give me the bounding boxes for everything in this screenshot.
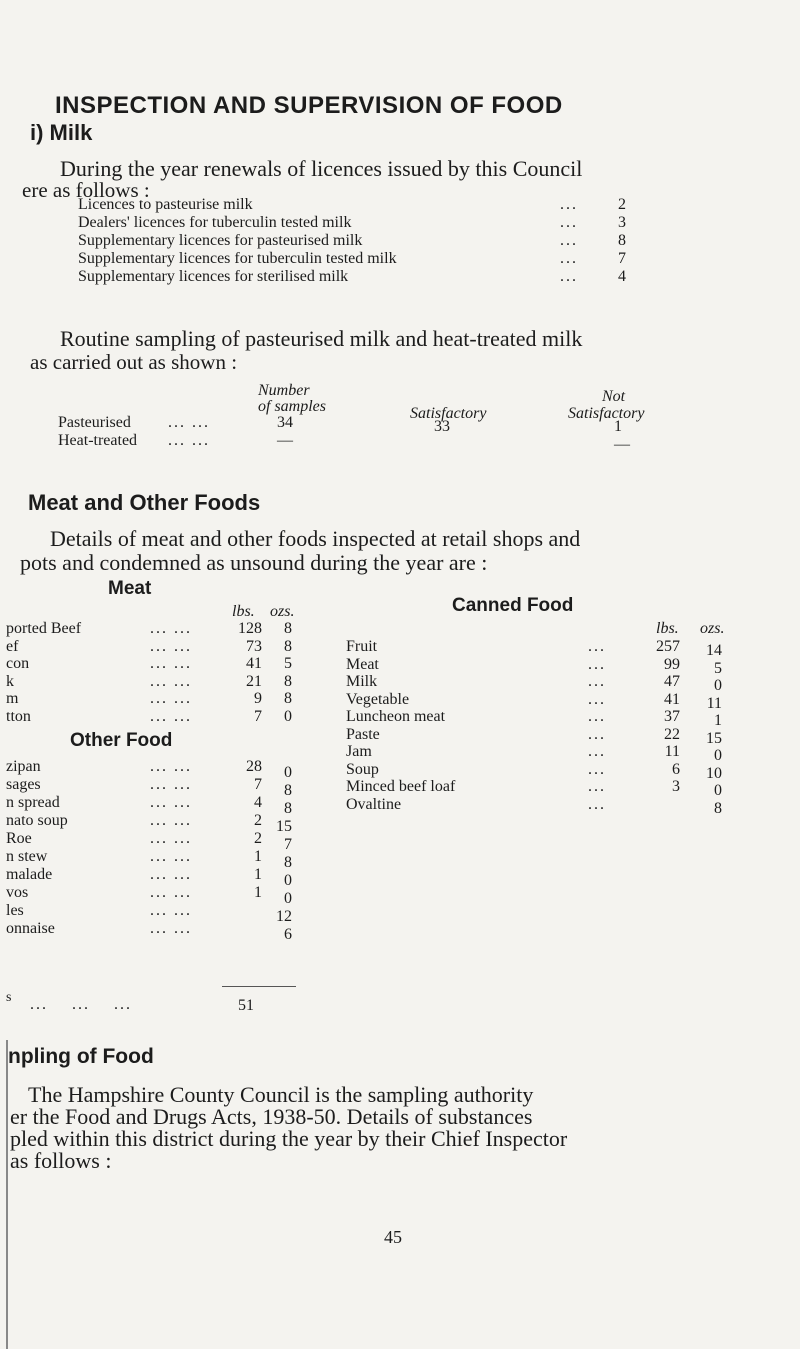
canned-food-lbs: 22 xyxy=(664,725,680,743)
meat-row-lbs: 41 xyxy=(246,655,262,672)
licence-dots: ... xyxy=(560,232,578,249)
other-food-label: vos xyxy=(6,884,29,901)
canned-food-ozs: 0 xyxy=(714,677,722,694)
other-food-lbs: 7 xyxy=(254,776,262,793)
canned-food-ozs: 14 xyxy=(706,642,722,659)
other-food-ozs: 6 xyxy=(284,926,292,943)
meat-row-ozs: 8 xyxy=(284,620,292,637)
other-food-dots: ... ... xyxy=(150,920,192,937)
licence-count: 8 xyxy=(618,232,626,249)
canned-food-dots: ... xyxy=(588,725,606,743)
other-food-ozs: 0 xyxy=(284,872,292,889)
canned-food-ozs: 0 xyxy=(714,782,722,799)
meat-row-ozs: 8 xyxy=(284,690,292,707)
sampling-line2: er the Food and Drugs Acts, 1938-50. Details of substances xyxy=(10,1104,533,1129)
meat-row-label: con xyxy=(6,655,30,672)
total-rule xyxy=(222,986,296,987)
licence-label: Supplementary licences for pasteurised milk xyxy=(78,232,363,249)
meat-row-dots: ... ... xyxy=(150,672,192,690)
licence-label: Supplementary licences for sterilised milk xyxy=(78,268,349,285)
canned-food-dots: ... xyxy=(588,708,606,725)
meat-row-label: ef xyxy=(6,637,19,655)
canned-food-label: Fruit xyxy=(346,638,378,655)
licence-dots: ... xyxy=(560,268,578,285)
licence-count: 2 xyxy=(618,196,626,213)
licence-dots: ... xyxy=(560,214,578,231)
canned-food-ozs: 8 xyxy=(714,799,722,817)
other-food-dots: ... ... xyxy=(150,812,192,829)
licence-label: Licences to pasteurise milk xyxy=(78,196,253,213)
canned-food-ozs: 15 xyxy=(706,729,722,747)
other-food-label: les xyxy=(6,902,24,919)
other-food-lbs: 4 xyxy=(254,794,262,811)
other-total-dots: ... ... ... xyxy=(30,996,132,1013)
col-header-not-satisfactory: Satisfactory xyxy=(568,405,645,422)
canned-food-label: Soup xyxy=(346,760,379,778)
canned-food-lbs: 11 xyxy=(664,743,680,760)
other-food-subheading: Other Food xyxy=(70,730,173,751)
canned-food-ozs: 11 xyxy=(706,694,722,712)
other-food-dots: ... ... xyxy=(150,884,192,901)
canned-lbs-unit: lbs. xyxy=(656,620,679,637)
other-food-label: nato soup xyxy=(6,812,68,829)
other-food-label: malade xyxy=(6,866,53,883)
meat-row-dots: ... ... xyxy=(150,690,192,707)
canned-food-lbs: 41 xyxy=(664,690,680,708)
licence-label: Supplementary licences for tuberculin tested milk xyxy=(78,250,397,267)
other-food-dots: ... ... xyxy=(150,830,192,847)
meat-intro-line2: pots and condemned as unsound during the year are : xyxy=(20,550,488,575)
canned-food-dots: ... xyxy=(588,743,606,760)
milk-intro-line1: During the year renewals of licences issued by this Council xyxy=(60,156,583,181)
sampling-heading: npling of Food xyxy=(8,1045,154,1068)
canned-food-dots: ... xyxy=(588,760,606,778)
other-food-dots: ... ... xyxy=(150,776,192,793)
canned-ozs-unit: ozs. xyxy=(700,620,725,637)
col-header-satisfactory: Satisfactory xyxy=(410,405,487,422)
canned-food-dots: ... xyxy=(588,795,606,813)
canned-food-ozs: 0 xyxy=(714,747,722,764)
canned-food-ozs: 1 xyxy=(714,712,722,729)
licence-count: 3 xyxy=(618,214,626,231)
other-food-dots: ... ... xyxy=(150,794,192,811)
meat-row-lbs: 73 xyxy=(246,637,262,655)
canned-food-label: Vegetable xyxy=(346,690,410,708)
page-number: 45 xyxy=(384,1227,402,1247)
canned-food-label: Paste xyxy=(346,725,380,743)
canned-food-lbs: 47 xyxy=(664,673,680,690)
canned-food-dots: ... xyxy=(588,778,606,795)
meat-row-label: k xyxy=(6,672,14,690)
milk-row-number: — xyxy=(277,432,293,449)
licence-dots: ... xyxy=(560,250,578,267)
canned-food-label: Minced beef loaf xyxy=(346,778,456,795)
canned-food-label: Milk xyxy=(346,673,378,690)
canned-food-lbs: 257 xyxy=(656,638,680,655)
milk-row-not: 1 xyxy=(614,418,622,435)
canned-food-label: Ovaltine xyxy=(346,795,402,813)
meat-row-label: tton xyxy=(6,707,31,725)
licence-dots: ... xyxy=(560,196,578,213)
other-food-ozs: 8 xyxy=(284,800,292,817)
other-food-lbs: 1 xyxy=(254,884,262,901)
col-header-number: Number xyxy=(258,382,310,399)
meat-row-ozs: 5 xyxy=(284,655,292,672)
meat-lbs-unit: lbs. xyxy=(232,603,255,620)
other-food-ozs: 12 xyxy=(276,908,292,925)
other-food-label: n stew xyxy=(6,848,48,865)
other-food-dots: ... ... xyxy=(150,848,192,865)
milk-row-number: 34 xyxy=(277,414,293,431)
other-food-dots: ... ... xyxy=(150,866,192,883)
canned-food-lbs: 6 xyxy=(672,760,680,778)
col-header-not: Not xyxy=(602,388,626,405)
meat-row-ozs: 8 xyxy=(284,637,292,655)
meat-row-lbs: 9 xyxy=(254,690,262,707)
meat-row-lbs: 128 xyxy=(238,620,262,637)
milk-heading: i) Milk xyxy=(30,120,93,145)
milk-intro-line2: ere as follows : xyxy=(22,178,150,202)
milk-row-label: Heat-treated xyxy=(58,432,138,449)
other-food-ozs: 8 xyxy=(284,782,292,799)
milk-row-not: — xyxy=(614,436,630,453)
meat-intro-line1: Details of meat and other foods inspected at retail shops and xyxy=(50,526,581,551)
canned-food-dots: ... xyxy=(588,673,606,690)
meat-row-lbs: 7 xyxy=(254,707,262,725)
sampling-line4: as follows : xyxy=(10,1148,112,1173)
meat-other-heading: Meat and Other Foods xyxy=(28,490,261,515)
other-food-label: zipan xyxy=(6,758,41,775)
other-food-ozs: 8 xyxy=(284,854,292,871)
milk-row-satisfactory: 33 xyxy=(434,418,450,435)
canned-food-ozs: 10 xyxy=(706,764,722,782)
sampling-line1: The Hampshire County Council is the sampling authority xyxy=(28,1082,534,1107)
other-food-lbs: 1 xyxy=(254,848,262,865)
canned-subheading: Canned Food xyxy=(452,595,574,616)
canned-food-dots: ... xyxy=(588,690,606,708)
licence-label: Dealers' licences for tuberculin tested milk xyxy=(78,214,352,231)
canned-food-dots: ... xyxy=(588,638,606,655)
canned-food-lbs: 37 xyxy=(664,708,680,725)
meat-subheading: Meat xyxy=(108,578,152,599)
page-title: INSPECTION AND SUPERVISION OF FOOD xyxy=(55,92,563,119)
other-food-label: sages xyxy=(6,776,41,793)
other-food-ozs: 15 xyxy=(276,818,292,835)
other-food-lbs: 2 xyxy=(254,830,262,847)
canned-food-lbs: 3 xyxy=(672,778,680,795)
canned-food-label: Meat xyxy=(346,655,379,673)
sampling-intro-line1: Routine sampling of pasteurised milk and heat-treated milk xyxy=(60,326,583,351)
other-total-label: s xyxy=(6,990,12,1005)
sampling-line3: pled within this district during the year by their Chief Inspector xyxy=(10,1126,568,1151)
other-food-ozs: 7 xyxy=(284,836,292,853)
other-food-label: onnaise xyxy=(6,920,55,937)
canned-food-ozs: 5 xyxy=(714,659,722,677)
other-food-lbs: 1 xyxy=(254,866,262,883)
sampling-intro-line2: as carried out as shown : xyxy=(30,350,238,374)
meat-row-dots: ... ... xyxy=(150,620,192,637)
canned-food-label: Luncheon meat xyxy=(346,708,446,725)
other-food-dots: ... ... xyxy=(150,902,192,919)
other-total-lbs: 51 xyxy=(238,997,254,1014)
col-header-of-samples: of samples xyxy=(258,398,326,415)
meat-row-ozs: 8 xyxy=(284,672,292,690)
canned-food-label: Jam xyxy=(346,743,372,760)
other-food-ozs: 0 xyxy=(284,764,292,781)
meat-row-ozs: 0 xyxy=(284,707,292,725)
meat-row-label: ported Beef xyxy=(6,620,82,637)
meat-row-dots: ... ... xyxy=(150,637,192,655)
canned-food-dots: ... xyxy=(588,655,606,673)
other-food-label: Roe xyxy=(6,830,32,847)
milk-row-dots: ... ... xyxy=(168,414,210,431)
other-food-label: n spread xyxy=(6,794,60,811)
other-food-lbs: 2 xyxy=(254,812,262,829)
meat-row-dots: ... ... xyxy=(150,655,192,672)
other-food-lbs: 28 xyxy=(246,758,262,775)
licence-count: 7 xyxy=(618,250,626,267)
licence-count: 4 xyxy=(618,268,626,285)
meat-row-dots: ... ... xyxy=(150,707,192,725)
milk-row-dots: ... ... xyxy=(168,432,210,449)
meat-row-label: m xyxy=(6,690,19,707)
other-food-ozs: 0 xyxy=(284,890,292,907)
meat-ozs-unit: ozs. xyxy=(270,603,295,620)
meat-row-lbs: 21 xyxy=(246,672,262,690)
other-food-dots: ... ... xyxy=(150,758,192,775)
milk-row-label: Pasteurised xyxy=(58,414,131,431)
page-edge-shadow xyxy=(6,1040,8,1349)
canned-food-lbs: 99 xyxy=(664,655,680,673)
